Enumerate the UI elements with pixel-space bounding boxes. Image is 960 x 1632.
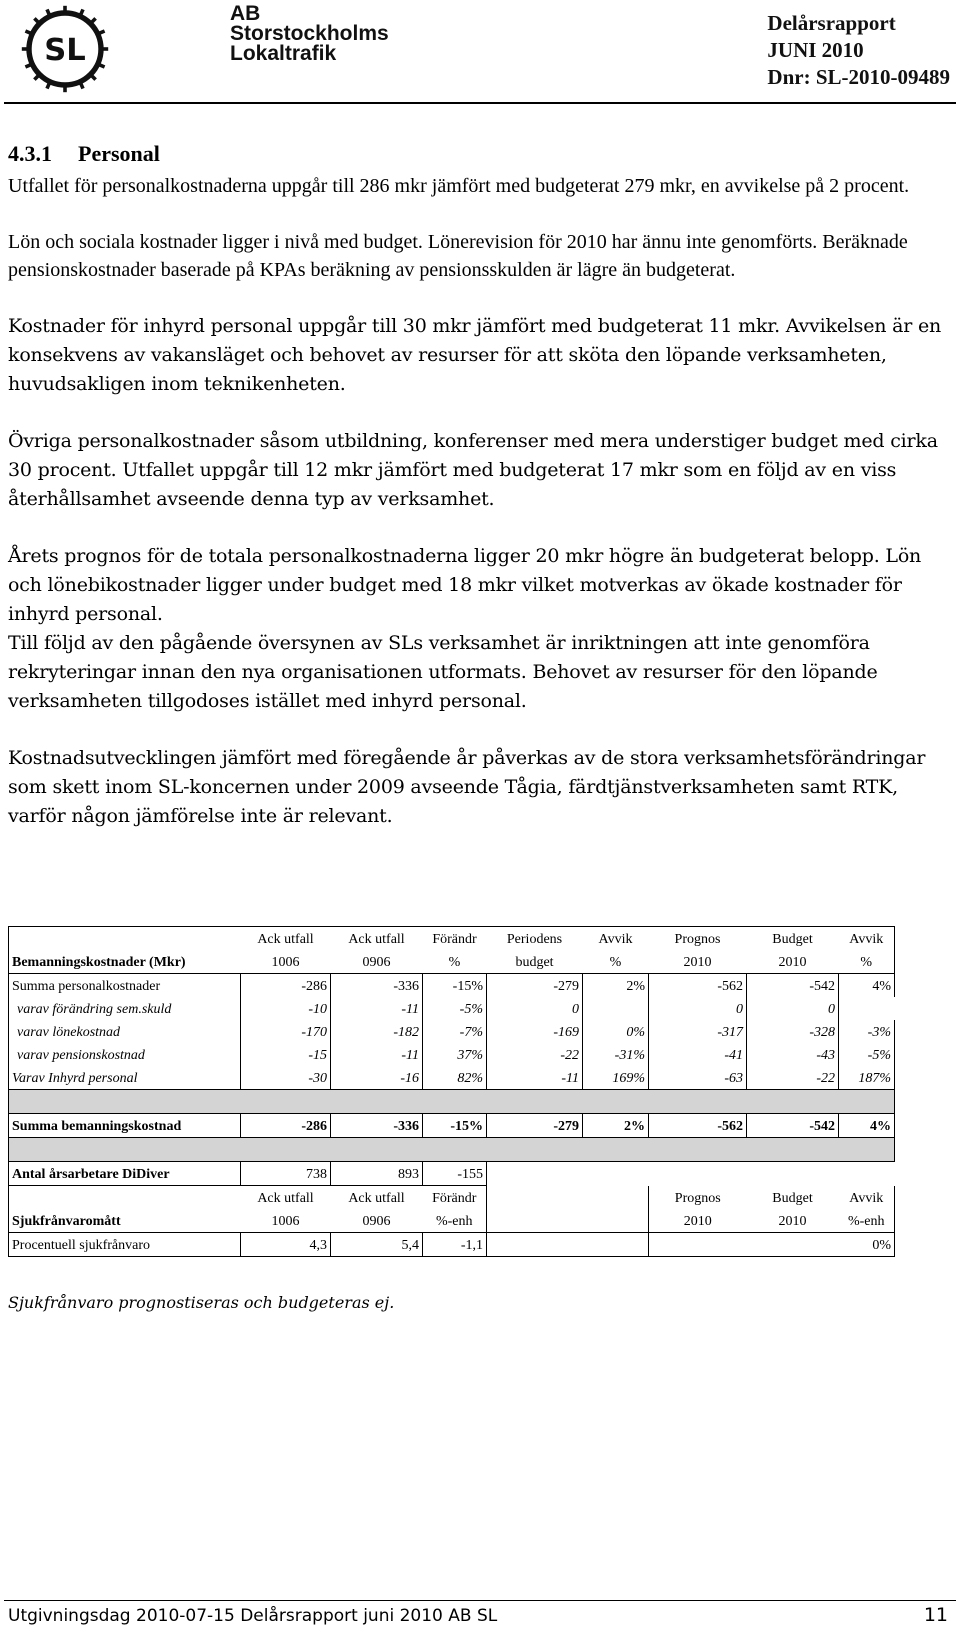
paragraph: Övriga personalkostnader såsom utbildning, konferenser med mera understiger budget med cirka 30 procent. Utfallet uppgår till 12 mkr jämfört med budgeterat 17 mkr som en följd av en viss återhållsamhet avseende denna typ av verksamhet. [8,430,938,510]
table-spacer-row [9,1090,895,1114]
table-row: varav förändring sem.skuld -10 -11 -5% 0 0 0 [9,997,895,1020]
table-header-row: Ack utfall Ack utfall Förändr Prognos Budget Avvik [9,1186,895,1210]
table-row: varav lönekostnad -170 -182 -7% -169 0% -317 -328 -3% [9,1020,895,1043]
paragraph: Kostnadsutvecklingen jämfört med föregående år påverkas av de stora verksamhetsförändringar som skett inom SL-koncernen under 2009 avseende Tågia, färdtjänstverksamheten samt RTK, varför någon jämförelse inte är relevant. [8,747,926,827]
table-row: Summa personalkostnader -286 -336 -15% -279 2% -562 -542 4% [9,974,895,998]
table-spacer-row [9,1138,895,1162]
table-header-row: Bemanningskostnader (Mkr) 1006 0906 % budget % 2010 2010 % [9,950,895,974]
table-row: Varav Inhyrd personal -30 -16 82% -11 169% -63 -22 187% [9,1066,895,1090]
svg-text:SL: SL [44,32,86,68]
table-header-row: Ack utfall Ack utfall Förändr Periodens Avvik Prognos Budget Avvik [9,927,895,951]
page-footer: Utgivningsdag 2010-07-15 Delårsrapport juni 2010 AB SL [8,1606,498,1626]
report-title: Delårsrapport [767,11,896,35]
footer-rule [4,1600,956,1601]
staffing-cost-table [8,926,895,1257]
page-number: 11 [923,1604,948,1626]
paragraph: Utfallet för personalkostnaderna uppgår till 286 mkr jämfört med budgeterat 279 mkr, en avvikelse på 2 procent. [8,175,910,197]
paragraph: Till följd av den pågående översynen av SLs verksamhet är inriktningen att inte genomföra rekryteringar innan den nya organisationen utformats. Behovet av resurser för den löpande verksamheten tillgodoses istället med inhyrd personal. [8,632,878,712]
header-rule [4,102,956,104]
report-period: JUNI 2010 [767,38,864,62]
report-meta [767,10,950,91]
paragraph: Lön och sociala kostnader ligger i nivå med budget. Lönerevision för 2010 har ännu inte genomförts. Beräknade pensionskostnader baserade på KPAs beräkning av pensionsskulden är lägre än budgeterat. [8,231,908,281]
report-id: Dnr: SL-2010-09489 [767,65,950,89]
table-total-row: Summa bemanningskostnad -286 -336 -15% -279 2% -562 -542 4% [9,1114,895,1138]
paragraph: Årets prognos för de totala personalkostnaderna ligger 20 mkr högre än budgeterat belopp. Lön och lönebikostnader ligger under budget med 18 mkr vilket motverkas av ökade kostnader för inhyrd personal. [8,545,922,625]
sl-logo-icon [20,4,110,94]
section-heading: 4.3.1 Personal [8,141,160,166]
paragraph: Kostnader för inhyrd personal uppgår till 30 mkr jämfört med budgeterat 11 mkr. Avvikelsen är en konsekvens av vakansläget och behovet av resurser för att sköta den löpande verksamheten, huvudsakligen inom teknikenheten. [8,315,942,395]
table-footnote: Sjukfrånvaro prognostiseras och budgeteras ej. [8,1293,395,1312]
table-header-row: Sjukfrånvaromått 1006 0906 %-enh 2010 2010 %-enh [9,1209,895,1233]
main-content [8,140,944,831]
table-row: Procentuell sjukfrånvaro 4,3 5,4 -1,1 0% [9,1233,895,1257]
table-row: varav pensionskostnad -15 -11 37% -22 -31% -41 -43 -5% [9,1043,895,1066]
company-name: AB Storstockholms Lokaltrafik [230,2,389,65]
page-header [0,0,960,100]
table-row: Antal årsarbetare DiDiver 738 893 -155 [9,1162,895,1186]
